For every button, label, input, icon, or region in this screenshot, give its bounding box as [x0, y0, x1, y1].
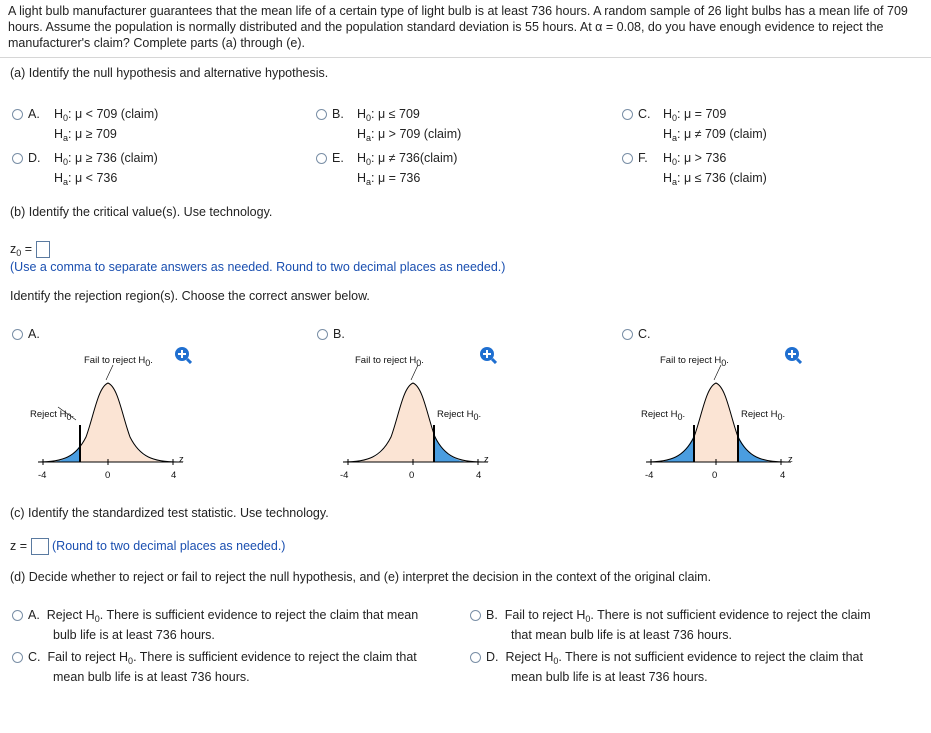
part-a-prompt: (a) Identify the null hypothesis and alternative hypothesis.: [10, 66, 329, 80]
hyp-a-h0: $H_0$: μ < 709 (claim): [54, 107, 159, 123]
graph-b-fail-label: Fail to reject $H_0$.: [355, 355, 424, 368]
region-radio-c[interactable]: [622, 329, 633, 340]
graph-b-tick-label: -4: [340, 470, 349, 481]
radio-f[interactable]: [622, 153, 633, 164]
graph-b-tick-label: 4: [476, 470, 482, 481]
region-radio-b[interactable]: [317, 329, 328, 340]
graph-b-reject-right: [434, 433, 468, 462]
decision-b-line2: that mean bulb life is at least 736 hours.: [511, 628, 732, 642]
graph-b-tick-label: 0: [409, 470, 415, 481]
decision-radio-d[interactable]: [470, 652, 481, 663]
graph-a-axis-label: z: [179, 454, 184, 465]
zoom-icon[interactable]: [784, 346, 802, 364]
graph-c-reject-right-label: Reject $H_0$.: [741, 409, 786, 422]
decision-radio-c[interactable]: [12, 652, 23, 663]
hyp-e-ha: $H_a$: μ = 736: [357, 171, 421, 187]
graph-b-reject-label: Reject $H_0$.: [437, 409, 482, 422]
hyp-c-ha: $H_a$: μ ≠ 709 (claim): [663, 127, 767, 143]
graph-c-tick-label: 4: [780, 470, 786, 481]
region-radio-a[interactable]: [12, 329, 23, 340]
radio-c[interactable]: [622, 109, 633, 120]
z-row: z = (Round to two decimal places as needed.): [10, 537, 285, 555]
problem-statement: A light bulb manufacturer guarantees that the mean life of a certain type of light bulb is at least 736 hours. A random sample of 26 light bulbs has a mean life of 709 hours. Assume the population is normally distributed and the population standard deviation is 55 hours. At α = 0.08, do you have enough evidence to reject the manufacturer's claim? Complete parts (a) through (e).: [8, 4, 908, 50]
hyp-option-a[interactable]: A.: [12, 104, 40, 124]
region-option-b[interactable]: B.: [317, 324, 345, 344]
hyp-c-h0: $H_0$: μ = 709: [663, 107, 727, 123]
hyp-option-e[interactable]: E.: [316, 148, 344, 168]
hyp-e-h0: $H_0$: μ ≠ 736(claim): [357, 151, 458, 167]
hyp-f-h0: $H_0$: μ > 736: [663, 151, 727, 167]
graph-c-reject-left: [658, 435, 694, 462]
graph-a-tick-label: 0: [105, 470, 111, 481]
radio-a[interactable]: [12, 109, 23, 120]
hyp-option-f[interactable]: F.: [622, 148, 648, 168]
decision-option-d[interactable]: D. Reject $H_0$. There is not sufficient evidence to reject the claim that: [470, 647, 863, 671]
hyp-d-ha: $H_a$: μ < 736: [54, 171, 118, 187]
z0-input[interactable]: [36, 241, 50, 258]
hyp-d-h0: $H_0$: μ ≥ 736 (claim): [54, 151, 158, 167]
part-b-prompt: (b) Identify the critical value(s). Use technology.: [10, 205, 273, 219]
decision-option-c[interactable]: C. Fail to reject $H_0$. There is sufficient evidence to reject the claim that: [12, 647, 417, 671]
part-d-prompt: (d) Decide whether to reject or fail to reject the null hypothesis, and (e) interpret the decision in the context of the original claim.: [10, 570, 712, 584]
decision-radio-b[interactable]: [470, 610, 481, 621]
graph-a-fail-label: Fail to reject $H_0$.: [84, 355, 153, 368]
hyp-option-b[interactable]: B.: [316, 104, 344, 124]
decision-option-b[interactable]: B. Fail to reject $H_0$. There is not sufficient evidence to reject the claim: [470, 605, 871, 629]
graph-c-axis-label: z: [788, 454, 793, 465]
part-c-prompt: (c) Identify the standardized test statistic. Use technology.: [10, 506, 329, 520]
z-input[interactable]: [31, 538, 49, 555]
decision-option-a[interactable]: A. Reject $H_0$. There is sufficient evidence to reject the claim that mean: [12, 605, 418, 629]
decision-a-line2: bulb life is at least 736 hours.: [53, 628, 215, 642]
graph-c-tick-label: 0: [712, 470, 718, 481]
graph-c-reject-right: [738, 435, 774, 462]
hyp-option-c[interactable]: C.: [622, 104, 651, 124]
hyp-b-ha: $H_a$: μ > 709 (claim): [357, 127, 462, 143]
graph-a-fill: [48, 383, 168, 462]
rejection-region-prompt: Identify the rejection region(s). Choose the correct answer below.: [10, 289, 370, 303]
graph-a-tick-label: 4: [171, 470, 177, 481]
hyp-f-ha: $H_a$: μ ≤ 736 (claim): [663, 171, 767, 187]
region-option-c[interactable]: C.: [622, 324, 651, 344]
graph-b-axis-label: z: [484, 454, 489, 465]
graph-a-tick-label: -4: [38, 470, 47, 481]
graph-c-tick-label: -4: [645, 470, 654, 481]
hyp-option-d[interactable]: D.: [12, 148, 41, 168]
graph-c-fail-label: Fail to reject $H_0$.: [660, 355, 729, 368]
graph-c-reject-left-label: Reject $H_0$.: [641, 409, 686, 422]
radio-e[interactable]: [316, 153, 327, 164]
zoom-icon[interactable]: [174, 346, 192, 364]
radio-b[interactable]: [316, 109, 327, 120]
divider: [0, 57, 931, 58]
graph-b-fill: [353, 383, 473, 462]
zoom-icon[interactable]: [479, 346, 497, 364]
graph-a-reject-label: Reject $H_0$.: [30, 409, 75, 422]
part-b-hint: (Use a comma to separate answers as needed. Round to two decimal places as needed.): [10, 260, 506, 274]
decision-radio-a[interactable]: [12, 610, 23, 621]
region-option-a[interactable]: A.: [12, 324, 40, 344]
z0-row: $z_0$ =: [10, 240, 50, 262]
decision-c-line2: mean bulb life is at least 736 hours.: [53, 670, 250, 684]
graph-a-reject-left: [50, 445, 80, 462]
hyp-b-h0: $H_0$: μ ≤ 709: [357, 107, 420, 123]
decision-d-line2: mean bulb life is at least 736 hours.: [511, 670, 708, 684]
radio-d[interactable]: [12, 153, 23, 164]
hyp-a-ha: $H_a$: μ ≥ 709: [54, 127, 117, 143]
graph-c-fill: [656, 383, 776, 462]
